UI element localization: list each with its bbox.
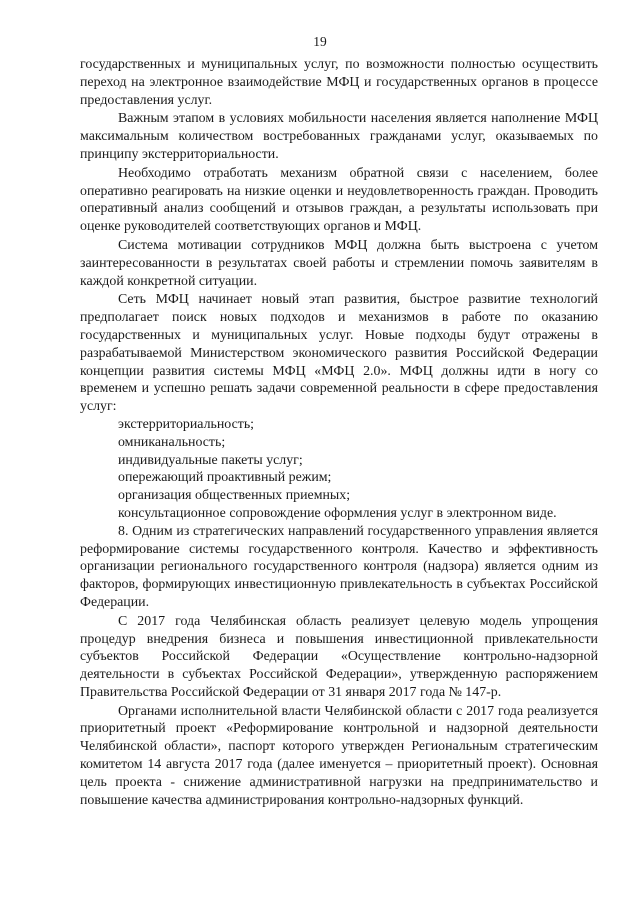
paragraph-feedback: Необходимо отработать механизм обратной связи с населением, более оперативно реагировать на низкие оценки и неудовлетворенность граждан. Проводить оперативный анализ сообщений и отзывов граждан, а результаты использовать при оценке руководителей соответствующих органов и МФЦ. xyxy=(80,165,598,235)
paragraph-continuation: государственных и муниципальных услуг, по возможности полностью осуществить переход на электронное взаимодействие МФЦ и государственных органов в процессе предоставления услуг. xyxy=(80,57,598,108)
paragraph-priority-project: Органами исполнительной власти Челябинской области с 2017 года реализуется приоритетный проект «Реформирование контрольной и надзорной деятельности Челябинской области», паспорт которого утвержден Региональным стратегическим комитетом 14 августа 2017 года (далее именуется – приоритетный проект). Основная цель проекта - снижение административной нагрузки на предпринимательство и повышение качества администрирования контрольно-надзорных функций. xyxy=(80,703,598,808)
paragraph-motivation: Система мотивации сотрудников МФЦ должна быть выстроена с учетом заинтересованности в результатах своей работы и стремлении помочь заявителям в каждой конкретной ситуации. xyxy=(80,237,598,289)
paragraph-point-8: 8. Одним из стратегических направлений государственного управления является реформирование системы государственного контроля. Качество и эффективность организации регионального государственного контроля (надзора) является одним из факторов, формирующих инвестиционную привлекательность в субъектах Российской Федерации. xyxy=(80,523,598,610)
list-item: омниканальность; xyxy=(118,434,226,450)
list-item: консультационное сопровождение оформления услуг в электронном виде. xyxy=(118,505,557,521)
paragraph-mobility: Важным этапом в условиях мобильности населения является наполнение МФЦ максимальным количеством востребованных гражданами услуг, оказываемых по принципу экстерриториальности. xyxy=(80,111,598,162)
paragraph-target-model: С 2017 года Челябинская область реализует целевую модель упрощения процедур внедрения бизнеса и повышения инвестиционной привлекательности субъектов Российской Федерации «Осуществление контрольно-надзорной деятельности в субъектах Российской Федерации», утвержденную распоряжением Правительства Российской Федерации от 31 января 2017 года № 147-р. xyxy=(80,613,598,700)
list-item: индивидуальные пакеты услуг; xyxy=(118,452,303,468)
list-item: экстерриториальность; xyxy=(118,416,255,432)
page-number: 19 xyxy=(313,34,327,49)
document-body xyxy=(80,56,598,809)
paragraph-new-stage: Сеть МФЦ начинает новый этап развития, быстрое развитие технологий предполагает поиск новых подходов и механизмов в работе по оказанию государственных и муниципальных услуг. Новые подходы будут отражены в разрабатываемой Министерством экономического развития Российской Федерации концепции развития системы МФЦ «МФЦ 2.0». МФЦ должны идти в ногу со временем и успешно решать задачи современной реальности в сфере предоставления услуг: xyxy=(80,292,598,415)
list-item: организация общественных приемных; xyxy=(118,488,351,504)
list-item: опережающий проактивный режим; xyxy=(118,470,332,486)
